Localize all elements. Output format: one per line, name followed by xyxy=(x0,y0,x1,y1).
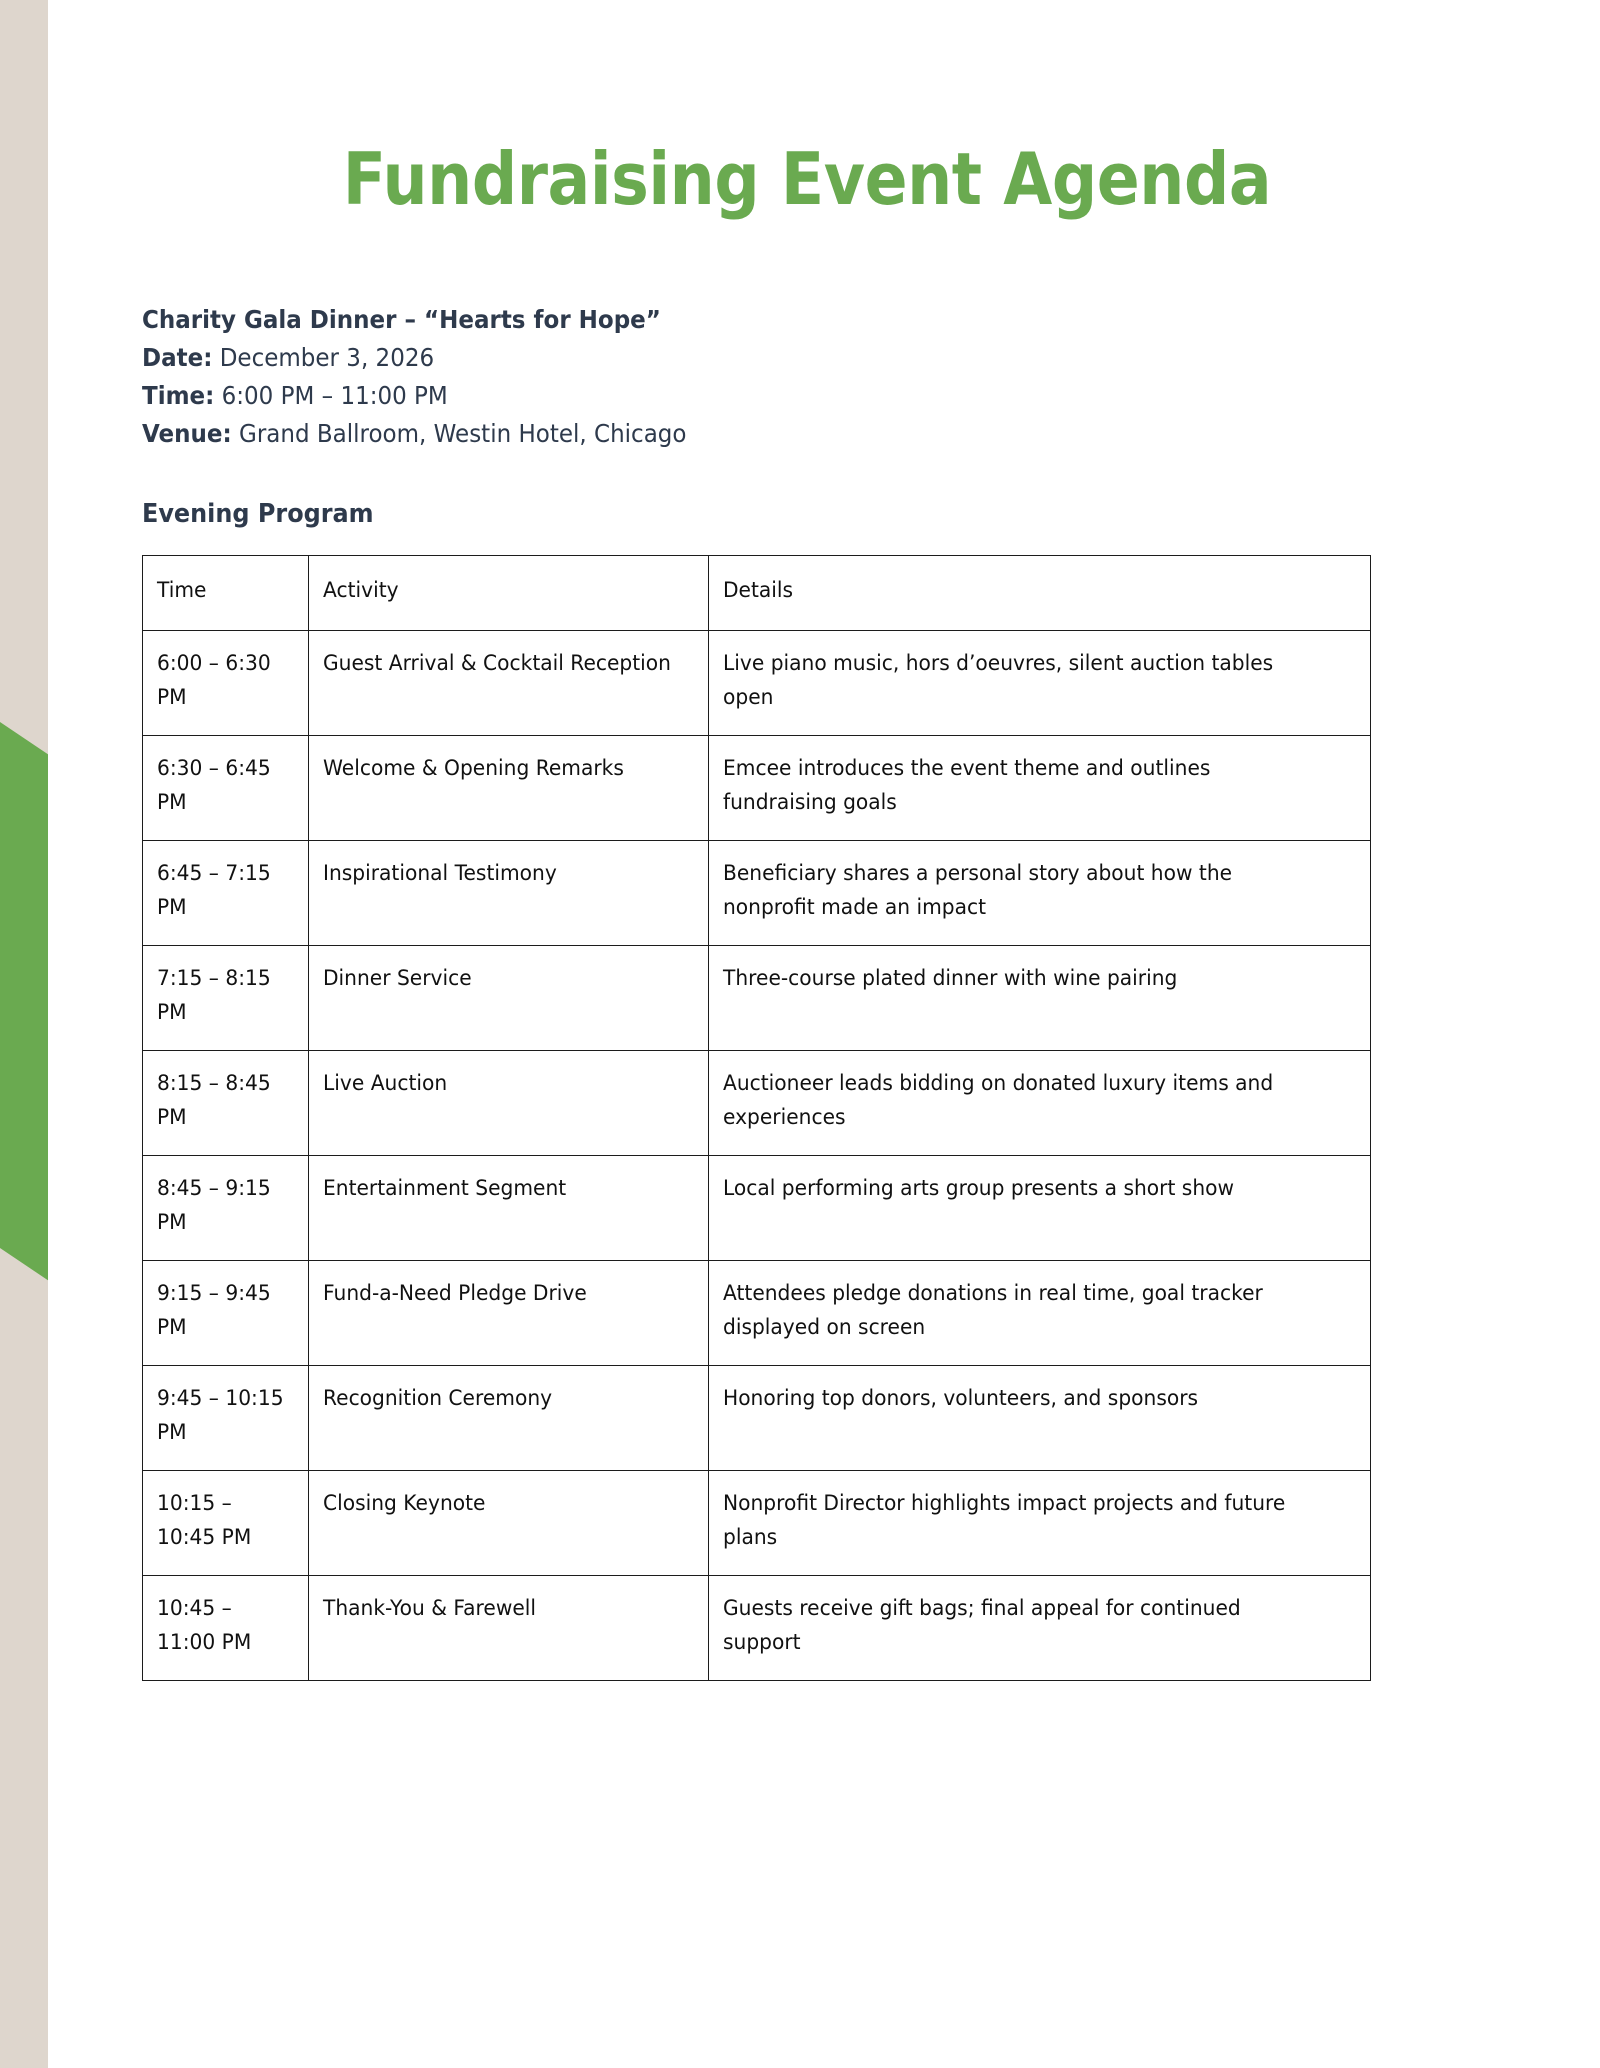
agenda-cell-time-text: 8:45 – 9:15 PM xyxy=(157,1175,271,1235)
agenda-cell-details-text: Honoring top donors, volunteers, and sponsors xyxy=(723,1385,1199,1411)
section-heading-evening-program: Evening Program xyxy=(142,499,374,530)
agenda-cell-activity xyxy=(309,1155,709,1260)
agenda-cell-details xyxy=(709,1575,1371,1680)
agenda-cell-time-text: 9:15 – 9:45 PM xyxy=(157,1280,271,1340)
agenda-cell-details-text: Attendees pledge donations in real time, goal tracker displayed on screen xyxy=(723,1280,1263,1340)
agenda-cell-time-text: 10:15 – 10:45 PM xyxy=(157,1490,252,1550)
agenda-cell-details-text: Emcee introduces the event theme and outlines fundraising goals xyxy=(723,756,1211,816)
agenda-cell-details-text: Local performing arts group presents a short show xyxy=(723,1175,1235,1201)
table-row xyxy=(143,1155,1371,1260)
event-venue-value: Grand Ballroom, Westin Hotel, Chicago xyxy=(239,419,687,449)
event-venue-label: Venue: xyxy=(142,419,232,449)
agenda-cell-activity-text: Live Auction xyxy=(323,1070,448,1096)
agenda-table-head xyxy=(143,556,1371,631)
agenda-cell-details-text: Three-course plated dinner with wine pairing xyxy=(723,965,1178,991)
table-row xyxy=(143,945,1371,1050)
agenda-cell-activity xyxy=(309,841,709,946)
agenda-cell-activity-text: Thank-You & Farewell xyxy=(323,1595,537,1621)
agenda-cell-activity-text: Inspirational Testimony xyxy=(323,861,557,887)
event-venue-line xyxy=(142,415,1366,453)
event-date-value: December 3, 2026 xyxy=(219,343,435,373)
table-row xyxy=(143,1260,1371,1365)
table-row xyxy=(143,1470,1371,1575)
agenda-cell-time xyxy=(143,1470,309,1575)
agenda-cell-activity xyxy=(309,1260,709,1365)
event-date-line xyxy=(142,339,1366,377)
agenda-cell-time-text: 10:45 – 11:00 PM xyxy=(157,1595,252,1655)
event-name: Charity Gala Dinner – “Hearts for Hope” xyxy=(142,305,661,335)
agenda-cell-activity xyxy=(309,1470,709,1575)
column-header-details xyxy=(709,556,1371,631)
agenda-cell-activity-text: Entertainment Segment xyxy=(323,1175,567,1201)
table-row xyxy=(143,631,1371,736)
agenda-table-body xyxy=(143,631,1371,1680)
event-time-label: Time: xyxy=(142,381,215,411)
agenda-cell-details xyxy=(709,1155,1371,1260)
table-row xyxy=(143,736,1371,841)
agenda-cell-time xyxy=(143,631,309,736)
agenda-table xyxy=(142,555,1371,1680)
agenda-cell-time-text: 7:15 – 8:15 PM xyxy=(157,965,271,1025)
column-header-activity xyxy=(309,556,709,631)
agenda-cell-activity-text: Dinner Service xyxy=(323,965,472,991)
page-title: Fundraising Event Agenda xyxy=(342,137,1272,221)
agenda-cell-details xyxy=(709,736,1371,841)
page-content xyxy=(142,0,1472,1681)
agenda-cell-details xyxy=(709,841,1371,946)
agenda-cell-details-text: Live piano music, hors d’oeuvres, silent auction tables open xyxy=(723,651,1274,711)
agenda-cell-activity xyxy=(309,736,709,841)
event-details-block xyxy=(142,301,1366,453)
column-header-activity-label: Activity xyxy=(323,578,399,604)
event-date-label: Date: xyxy=(142,343,213,373)
column-header-time-label: Time xyxy=(157,578,207,604)
agenda-cell-time xyxy=(143,1365,309,1470)
table-row xyxy=(143,1365,1371,1470)
document-page xyxy=(48,0,1600,2068)
agenda-cell-time-text: 8:15 – 8:45 PM xyxy=(157,1070,271,1130)
event-time-value: 6:00 PM – 11:00 PM xyxy=(221,381,448,411)
agenda-cell-activity xyxy=(309,1575,709,1680)
agenda-cell-time-text: 6:00 – 6:30 PM xyxy=(157,651,271,711)
agenda-cell-time xyxy=(143,1260,309,1365)
agenda-cell-time xyxy=(143,1155,309,1260)
agenda-cell-details xyxy=(709,1050,1371,1155)
agenda-cell-time xyxy=(143,945,309,1050)
table-header-row xyxy=(143,556,1371,631)
agenda-cell-details-text: Nonprofit Director highlights impact projects and future plans xyxy=(723,1490,1286,1550)
agenda-cell-details-text: Guests receive gift bags; final appeal for continued support xyxy=(723,1595,1241,1655)
column-header-details-label: Details xyxy=(723,578,794,604)
agenda-cell-time xyxy=(143,1575,309,1680)
agenda-cell-details xyxy=(709,1365,1371,1470)
agenda-cell-details-text: Auctioneer leads bidding on donated luxury items and experiences xyxy=(723,1070,1274,1130)
agenda-cell-details xyxy=(709,1260,1371,1365)
agenda-cell-activity-text: Closing Keynote xyxy=(323,1490,486,1516)
agenda-cell-activity xyxy=(309,1365,709,1470)
agenda-cell-activity xyxy=(309,1050,709,1155)
agenda-cell-time xyxy=(143,841,309,946)
agenda-cell-time-text: 6:30 – 6:45 PM xyxy=(157,756,271,816)
agenda-cell-time xyxy=(143,736,309,841)
agenda-cell-details-text: Beneficiary shares a personal story about how the nonprofit made an impact xyxy=(723,861,1233,920)
agenda-cell-activity-text: Recognition Ceremony xyxy=(323,1385,553,1411)
agenda-cell-details xyxy=(709,631,1371,736)
table-row xyxy=(143,841,1371,946)
event-time-line xyxy=(142,377,1366,415)
table-row xyxy=(143,1575,1371,1680)
agenda-cell-activity-text: Guest Arrival & Cocktail Reception xyxy=(323,651,671,677)
agenda-cell-activity xyxy=(309,945,709,1050)
column-header-time xyxy=(143,556,309,631)
agenda-cell-details xyxy=(709,1470,1371,1575)
agenda-cell-time-text: 9:45 – 10:15 PM xyxy=(157,1385,284,1445)
agenda-cell-details xyxy=(709,945,1371,1050)
table-row xyxy=(143,1050,1371,1155)
agenda-cell-time xyxy=(143,1050,309,1155)
agenda-cell-activity xyxy=(309,631,709,736)
agenda-cell-activity-text: Welcome & Opening Remarks xyxy=(323,756,624,782)
agenda-cell-time-text: 6:45 – 7:15 PM xyxy=(157,861,271,920)
decorative-green-accent-shape xyxy=(0,700,52,1310)
agenda-cell-activity-text: Fund-a-Need Pledge Drive xyxy=(323,1280,587,1306)
